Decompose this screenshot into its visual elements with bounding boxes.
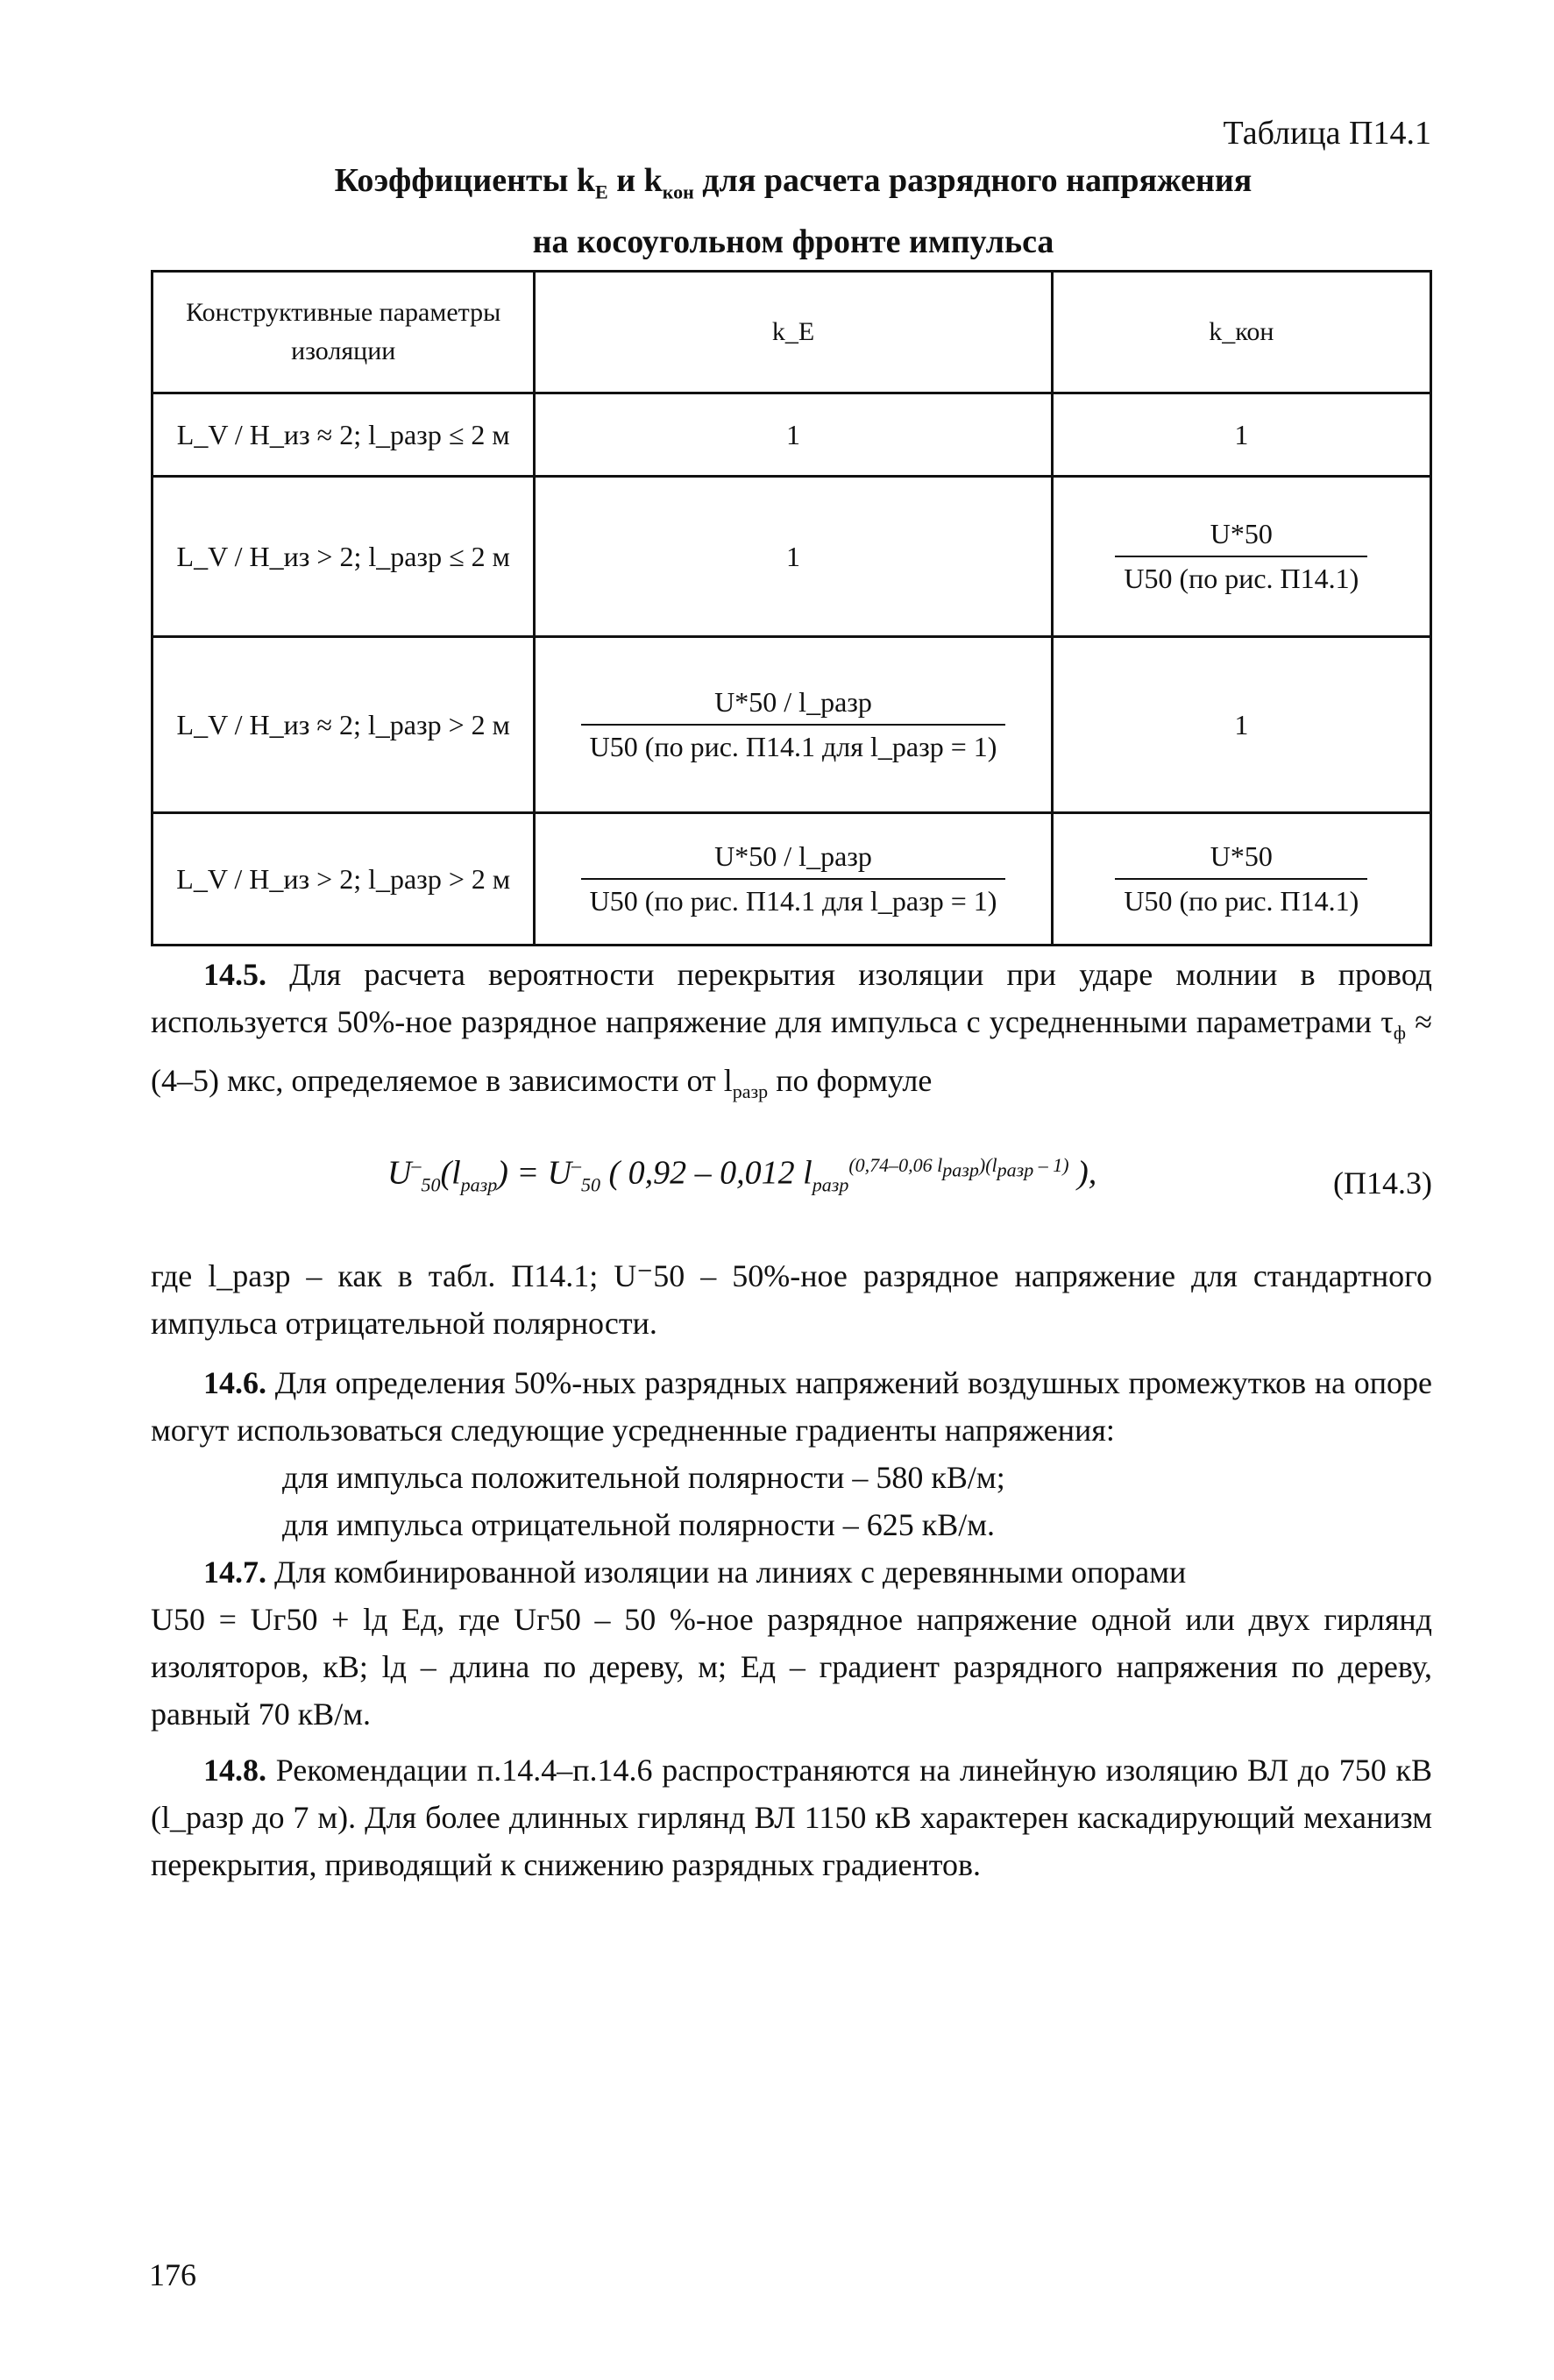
table-title-line2: на косоугольном фронте импульса: [532, 223, 1054, 260]
cell-kE: [535, 813, 1052, 946]
cell-kE: [535, 637, 1052, 813]
page-number: 176: [149, 2257, 196, 2292]
paragraph-14-7: 14.7. Для комбинированной изоляции на линиях с деревянными опорами: [203, 1555, 1187, 1590]
formula-p14-3: $U^-_{50}(l_{разр}) = U^-_{50}$ ( 0,92 – 0,012 $l_{разр}^{(0,74-0,06 l_{разр})(l_{разр} - 1)}$ ),: [387, 1154, 1097, 1196]
fraction: [1115, 518, 1367, 595]
paragraph-14-6: 14.6. Для определения 50%-ных разрядных напряжений воздушных промежутков на опоре могут использоваться следующие усредненные градиенты напряжения:: [151, 1365, 1432, 1449]
fraction-numerator: U*50: [1210, 840, 1273, 872]
table-row: [153, 393, 1431, 477]
table-row: [153, 637, 1431, 813]
paragraph-14-8: 14.8. Рекомендации п.14.4–п.14.6 распространяются на линейную изоляцию ВЛ до 750 кВ (l_разр до 7 м). Для более длинных гирлянд ВЛ 1150 кВ характерен каскадирующий механизм перекрытия, приводящий к снижению разрядных градиентов.: [151, 1753, 1432, 1883]
table-header-row: [153, 272, 1431, 393]
cell-kkon: [1052, 477, 1430, 637]
fraction: [581, 686, 1006, 763]
paragraph-14-7-cont: U50 = Uг50 + lд Eд, где Uг50 – 50 %-ное разрядное напряжение одной или двух гирлянд изоляторов, кВ; lд – длина по дереву, м; Eд – градиент разрядного напряжения по дереву, равный 70 кВ/м.: [151, 1602, 1432, 1732]
cell-kE: 1: [535, 393, 1052, 477]
cell-param: L_V / H_из ≈ 2; l_разр ≤ 2 м: [153, 393, 535, 477]
formula-label: (П14.3): [1333, 1165, 1432, 1201]
fraction-numerator: U*50: [1210, 518, 1273, 549]
cell-param: L_V / H_из > 2; l_разр > 2 м: [153, 813, 535, 946]
cell-param: L_V / H_из ≈ 2; l_разр > 2 м: [153, 637, 535, 813]
fraction-denominator: U50 (по рис. П14.1 для l_разр = 1): [581, 878, 1006, 917]
fraction-numerator: U*50 / l_разр: [714, 686, 872, 718]
table-label: Таблица П14.1: [1223, 115, 1431, 152]
list-item: для импульса положительной полярности – 580 кВ/м;: [282, 1460, 1005, 1496]
table-title-line1: Коэффициенты $k_E$ и $k_{кон}$ для расчета разрядного напряжения: [334, 162, 1252, 203]
fraction-denominator: U50 (по рис. П14.1): [1115, 556, 1367, 595]
paragraph-14-5: 14.5. Для расчета вероятности перекрытия изоляции при ударе молнии в провод используется 50%-ное разрядное напряжение для импульса с усредненными параметрами $\tau_ф \approx (4-5)$ мкс, определяемое в зависимости от $l_{разр}$ по формуле: [151, 957, 1433, 1103]
table-row: [153, 813, 1431, 946]
cell-kkon: 1: [1052, 637, 1430, 813]
cell-kkon: [1052, 813, 1430, 946]
cell-kE: 1: [535, 477, 1052, 637]
paragraph-where: где l_разр – как в табл. П14.1; U⁻50 – 50%-ное разрядное напряжение для стандартного импульса отрицательной полярности.: [151, 1258, 1432, 1342]
cell-kkon: 1: [1052, 393, 1430, 477]
header-params: Конструктивные параметры изоляции: [153, 272, 535, 393]
cell-param: L_V / H_из > 2; l_разр ≤ 2 м: [153, 477, 535, 637]
body-text: [151, 951, 1432, 1888]
list-item: для импульса отрицательной полярности – 625 кВ/м.: [282, 1507, 995, 1543]
fraction: [1115, 840, 1367, 917]
fraction-numerator: U*50 / l_разр: [714, 840, 872, 872]
header-kkon: k_кон: [1052, 272, 1430, 393]
fraction-denominator: U50 (по рис. П14.1): [1115, 878, 1367, 917]
fraction-denominator: U50 (по рис. П14.1 для l_разр = 1): [581, 724, 1006, 763]
coefficients-table: [151, 270, 1432, 946]
fraction: [581, 840, 1006, 917]
formula-row: [151, 1124, 1432, 1238]
table-row: [153, 477, 1431, 637]
header-kE: k_E: [535, 272, 1052, 393]
table-title: [149, 156, 1437, 266]
